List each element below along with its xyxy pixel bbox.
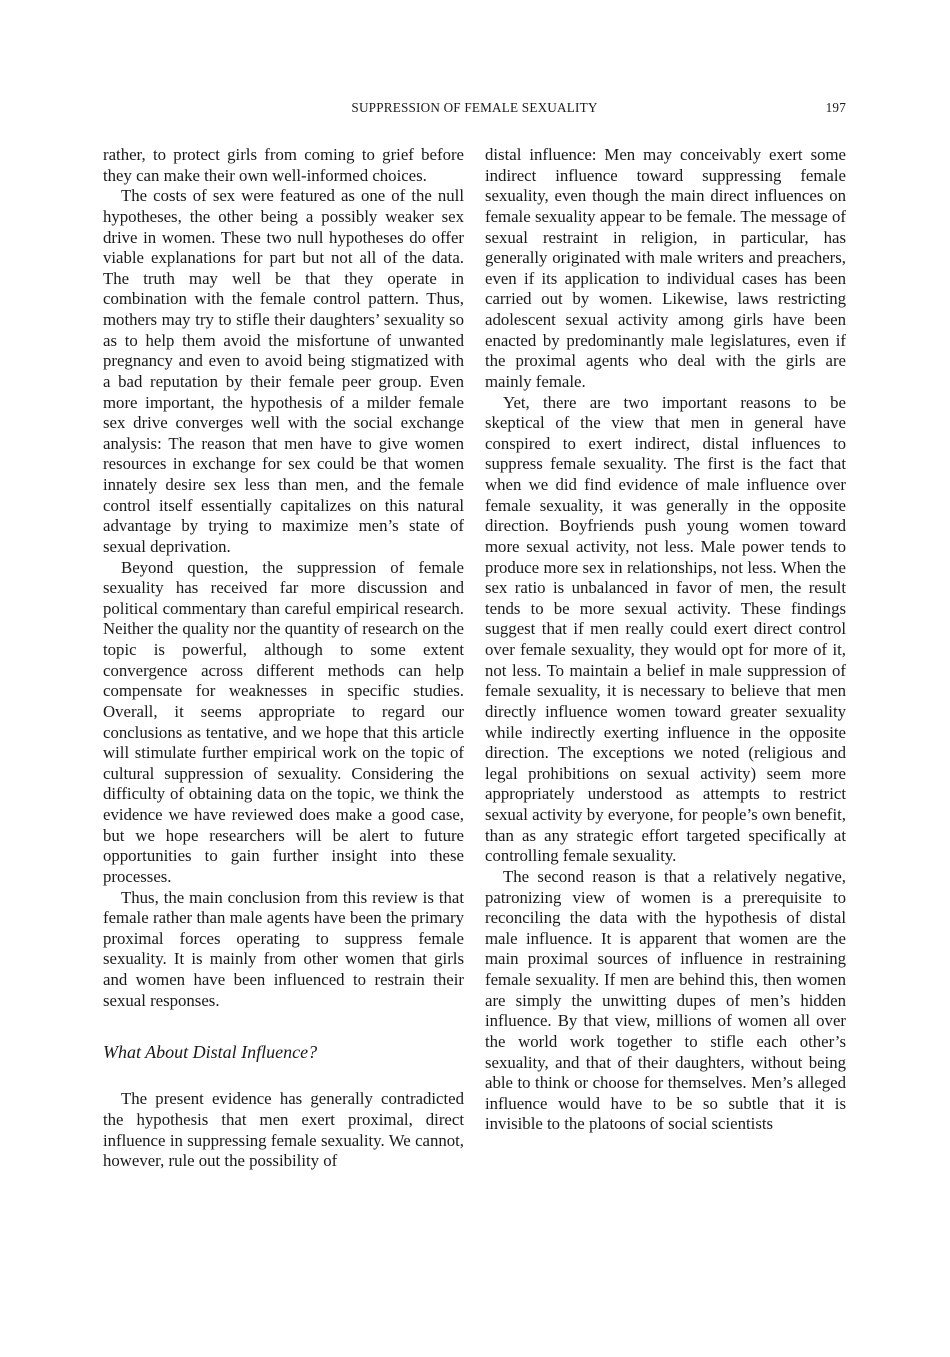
paragraph: The costs of sex were featured as one of the null hypotheses, the other being a possibly weaker sex drive in women. These two null hypotheses do offer viable explanations for part but not all of the data. The truth may well be that they operate in combination with the female control pattern. Thus, mothers may try to stifle their daughters’ sexuality so as to help them avoid the misfortune of unwanted pregnancy and even to avoid being stigmatized with a bad reputation by their female peer group. Even more important, the hypothesis of a milder female sex drive converges well with the social exchange analysis: The reason that men have to give women resources in exchange for sex could be that women innately desire sex less than men, and the female control itself essentially capitalizes on this natural advantage by trying to maximize men’s state of sexual deprivation. — [103, 186, 464, 556]
left-column — [103, 145, 464, 1172]
page-header — [103, 100, 846, 120]
paragraph: Beyond question, the suppression of female sexuality has received far more discussion and political commentary than careful empirical research. Neither the quality nor the quantity of research on the topic is powerful, although to some extent convergence across different methods can help compensate for weaknesses in specific studies. Overall, it seems appropriate to regard our conclusions as tentative, and we hope that this article will stimulate further empirical work on the topic of cultural suppression of sexuality. Considering the difficulty of obtaining data on the topic, we think the evidence we have reviewed does make a good case, but we hope researchers will be alert to future opportunities to gain further insight into these processes. — [103, 557, 464, 886]
paragraph: rather, to protect girls from coming to grief before they can make their own well-informed choices. — [103, 145, 464, 185]
paragraph: Yet, there are two important reasons to be skeptical of the view that men in general have conspired to exert indirect, distal influences to suppress female sexuality. The first is the fact that when we did find evidence of male influence over female sexuality, it was generally in the opposite direction. Boyfriends push young women toward more sexual activity, not less. Male power tends to produce more sex in relationships, not less. When the sex ratio is unbalanced in favor of men, the result tends to be more sexual activity. These findings suggest that if men really could exert direct control over female sexuality, they would opt for more of it, not less. To maintain a belief in male suppression of female sexuality, it is necessary to believe that men directly influence women toward greater sexuality while indirectly exerting influence in the opposite direction. The exceptions we noted (religious and legal prohibitions on sexual activity) seem more appropriately understood as attempts to restrict sexual activity by everyone, for people’s own benefit, than as any strategic effort targeted specifically at controlling female sexuality. — [485, 392, 846, 866]
page-number: 197 — [825, 100, 846, 115]
paragraph: The present evidence has generally contradicted the hypothesis that men exert proximal, direct influence in suppressing female sexuality. We cannot, however, rule out the possibility of — [103, 1089, 464, 1171]
running-head: SUPPRESSION OF FEMALE SEXUALITY — [351, 100, 598, 115]
paragraph: The second reason is that a relatively negative, patronizing view of women is a prerequisite to reconciling the data with the hypothesis of distal male influence. It is apparent that women are the main proximal sources of influence in restraining female sexuality. If men are behind this, then women are simply the unwitting dupes of men’s hidden influence. By that view, millions of women all over the world work together to stifle each other’s sexuality, and that of their daughters, without being able to think or choose for themselves. Men’s alleged influence would have to be so subtle that it is invisible to the platoons of social scientists — [485, 866, 846, 1134]
paragraph: distal influence: Men may conceivably exert some indirect influence toward suppressing female sexuality, even though the main direct influences on female sexuality appear to be female. The message of sexual restraint in religion, in particular, has generally originated with male writers and preachers, even if its application to individual cases has been carried out by women. Likewise, laws restricting adolescent sexual activity among girls have been enacted by predominantly male legislatures, even if the proximal agents who deal with the girls are mainly female. — [485, 145, 846, 391]
right-column — [485, 145, 846, 1135]
section-heading: What About Distal Influence? — [103, 1042, 318, 1063]
paragraph: Thus, the main conclusion from this review is that female rather than male agents have been the primary proximal forces operating to suppress female sexuality. It is mainly from other women that girls and women have been influenced to restrain their sexual responses. — [103, 887, 464, 1010]
